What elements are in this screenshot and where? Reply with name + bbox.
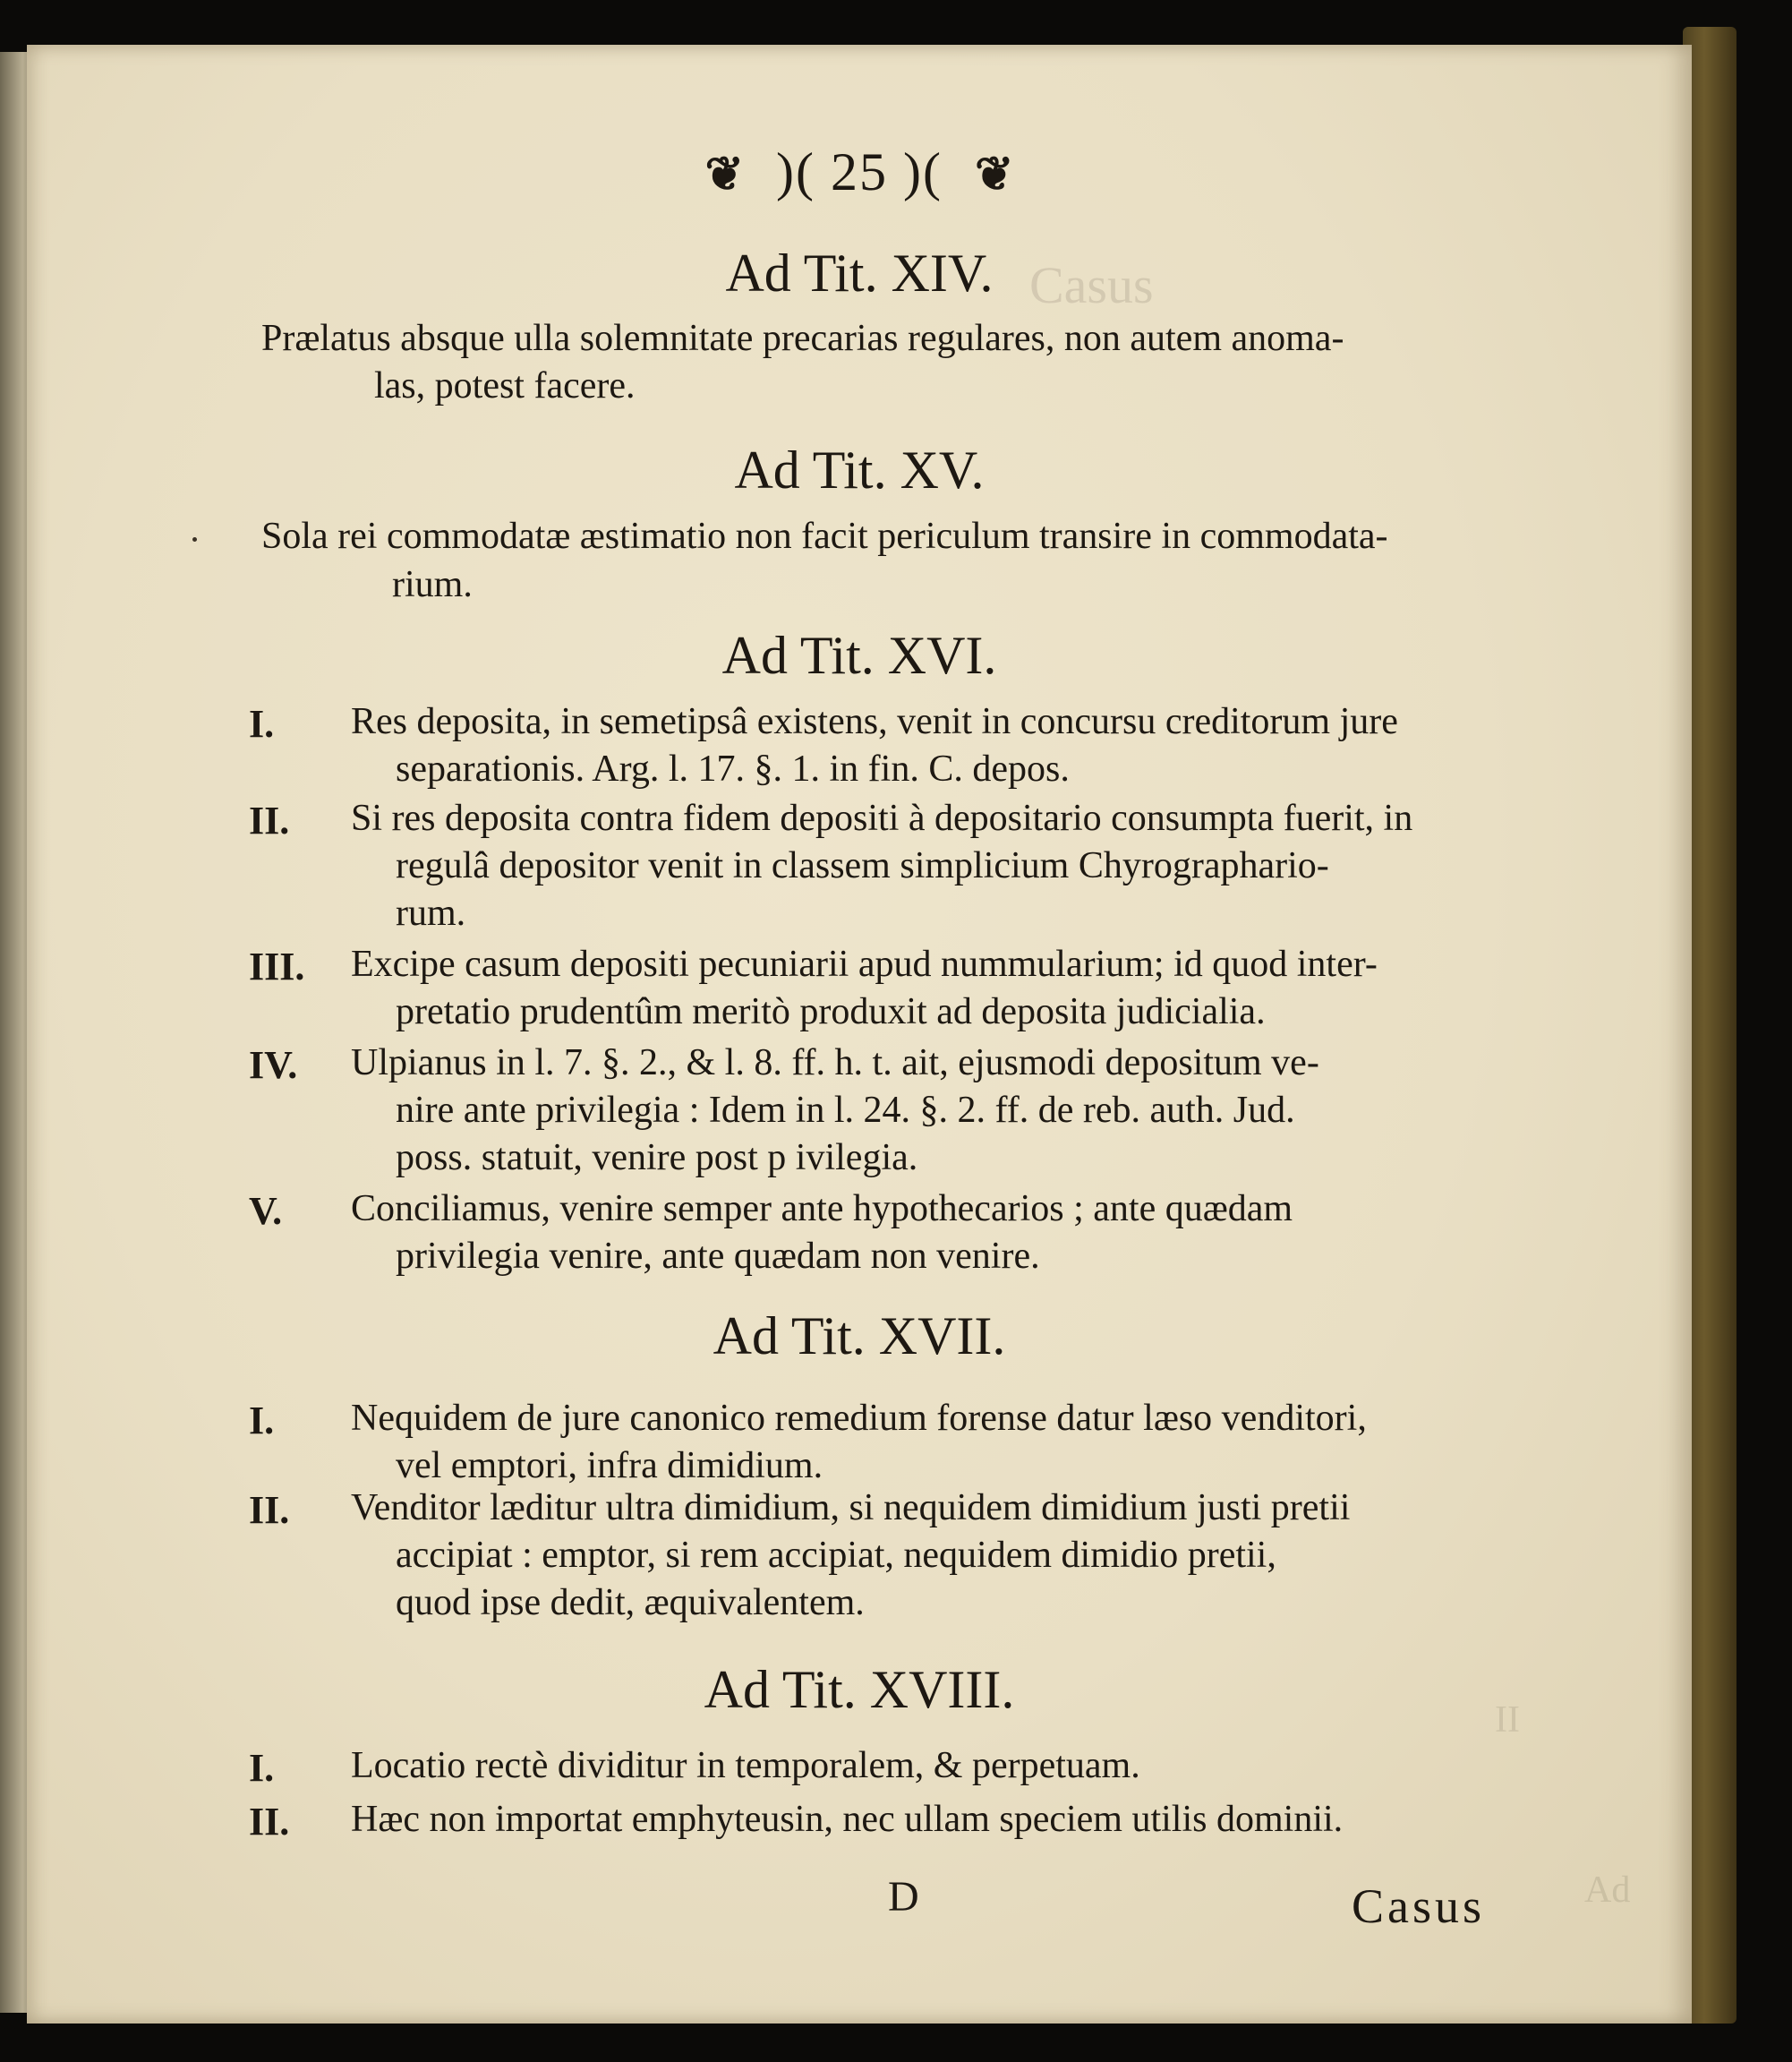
heading-tit-xv: Ad Tit. XV. bbox=[734, 441, 985, 500]
text-line: separationis. Arg. l. 17. §. 1. in fin. C. depos. bbox=[396, 749, 1070, 790]
text-line: regulâ depositor venit in classem simplicium Chyrographario- bbox=[396, 845, 1329, 886]
text-line: rium. bbox=[392, 564, 473, 605]
item-number: I. bbox=[249, 1399, 275, 1442]
text-line: accipiat : emptor, si rem accipiat, nequidem dimidio pretii, bbox=[396, 1535, 1276, 1576]
text-line: Ulpianus in l. 7. §. 2., & l. 8. ff. h. t. ait, ejusmodi depositum ve- bbox=[351, 1042, 1319, 1083]
printer-dot bbox=[192, 537, 197, 542]
text-line: las, potest facere. bbox=[374, 365, 636, 406]
running-head bbox=[27, 142, 1692, 201]
item-number: II. bbox=[249, 799, 290, 843]
book-page bbox=[27, 45, 1692, 2023]
text-line: quod ipse dedit, æquivalentem. bbox=[396, 1582, 865, 1623]
item-number: I. bbox=[249, 702, 275, 746]
text-line: Si res deposita contra fidem depositi à depositario consumpta fuerit, in bbox=[351, 798, 1413, 839]
text-line: Locatio rectè dividitur in temporalem, & perpetuam. bbox=[351, 1745, 1140, 1786]
text-line: Hæc non importat emphyteusin, nec ullam speciem utilis dominii. bbox=[351, 1799, 1344, 1840]
heading-tit-xviii: Ad Tit. XVIII. bbox=[704, 1660, 1015, 1719]
text-line: Res deposita, in semetipsâ existens, venit in concursu creditorum jure bbox=[351, 701, 1398, 742]
text-line: poss. statuit, venire post p ivilegia. bbox=[396, 1137, 918, 1178]
ornament-right-icon: ❦ bbox=[974, 150, 1014, 201]
signature-mark: D bbox=[888, 1873, 919, 1921]
text-line: pretatio prudentûm meritò produxit ad deposita judicialia. bbox=[396, 991, 1266, 1032]
show-through-text: Casus bbox=[1029, 256, 1154, 314]
item-number: III. bbox=[249, 945, 305, 988]
heading-tit-xvii: Ad Tit. XVII. bbox=[713, 1306, 1006, 1365]
text-line: privilegia venire, ante quædam non venire. bbox=[396, 1236, 1040, 1277]
text-line: rum. bbox=[396, 893, 466, 934]
text-line: Prælatus absque ulla solemnitate precarias regulares, non autem anoma- bbox=[261, 318, 1344, 359]
text-line: Excipe casum depositi pecuniarii apud nummularium; id quod inter- bbox=[351, 944, 1378, 985]
catchword bbox=[1352, 1879, 1486, 1933]
item-number: II. bbox=[249, 1800, 290, 1844]
text-line: Nequidem de jure canonico remedium forense datur læso venditori, bbox=[351, 1398, 1367, 1439]
text-line: nire ante privilegia : Idem in l. 24. §. 2. ff. de reb. auth. Jud. bbox=[396, 1090, 1295, 1131]
text-line: Conciliamus, venire semper ante hypothecarios ; ante quædam bbox=[351, 1188, 1293, 1229]
heading-tit-xvi: Ad Tit. XVI. bbox=[721, 626, 997, 685]
text-line: vel emptori, infra dimidium. bbox=[396, 1445, 823, 1486]
item-number: I. bbox=[249, 1746, 275, 1790]
heading-tit-xiv: Ad Tit. XIV. bbox=[725, 244, 994, 303]
text-line: Venditor læditur ultra dimidium, si nequidem dimidium justi pretii bbox=[351, 1487, 1351, 1528]
text-line: Sola rei commodatæ æstimatio non facit periculum transire in commodata- bbox=[261, 516, 1388, 557]
item-number: IV. bbox=[249, 1043, 298, 1087]
show-through-mark: II bbox=[1495, 1699, 1520, 1741]
item-number: II. bbox=[249, 1488, 290, 1532]
item-number: V. bbox=[249, 1189, 283, 1233]
show-through-mark: Ad bbox=[1584, 1869, 1631, 1911]
page-number: )( 25 )( bbox=[776, 142, 943, 201]
ornament-left-icon: ❦ bbox=[704, 150, 745, 201]
catchword-text: Casus bbox=[1352, 1879, 1486, 1933]
